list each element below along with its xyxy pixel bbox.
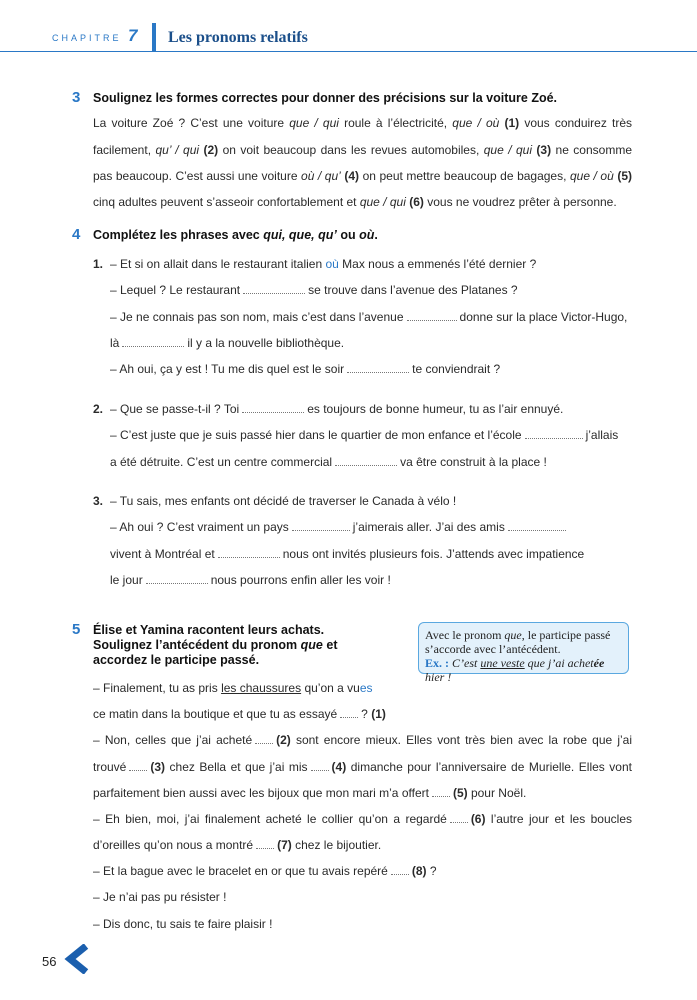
- answer-blank[interactable]: [311, 761, 329, 771]
- ex4-3-line-1: – Tu sais, mes enfants ont décidé de traverser le Canada à vélo !: [110, 494, 457, 508]
- answer-blank[interactable]: [508, 521, 566, 531]
- ex4-1-line-5: – Ah oui, ça y est ! Tu me dis quel est le soir te conviendrait ?: [110, 362, 501, 376]
- answer-blank[interactable]: [525, 429, 583, 439]
- ex4-1-line-2: – Lequel ? Le restaurant se trouve dans l’avenue des Platanes ?: [110, 283, 518, 297]
- ex4-2-line-2: – C’est juste que je suis passé hier dans le quartier de mon enfance et l’école j’allais: [110, 428, 619, 442]
- ex5-line-3: – Non, celles que j’ai acheté (2) sont encore mieux. Elles vont très bien avec la robe que j’ai: [93, 733, 633, 747]
- ex3-line-2: facilement, qu’ / qui (2) on voit beaucoup dans les revues automobiles, que / qui (3) ne consomme: [93, 143, 632, 157]
- answer-blank[interactable]: [340, 708, 358, 718]
- ex4-3-line-2: – Ah oui ? C’est vraiment un pays j’aimerais aller. J’ai des amis: [110, 520, 569, 534]
- answer-blank[interactable]: [146, 574, 208, 584]
- ex5-line-7: d’oreilles qu’on nous a montré (7) chez le bijoutier.: [93, 838, 382, 852]
- answer-blank[interactable]: [255, 734, 273, 744]
- answer-blank[interactable]: [242, 403, 304, 413]
- chevron-left-icon: [64, 944, 90, 979]
- ex4-1-line-4: là il y a la nouvelle bibliothèque.: [110, 336, 345, 350]
- ex4-item-3-number: 3.: [93, 494, 104, 508]
- ex4-2-line-3: a été détruite. C’est un centre commercial va être construit à la place !: [110, 455, 547, 469]
- ex5-line-10: – Dis donc, tu sais te faire plaisir !: [93, 917, 273, 931]
- header-rule: [0, 51, 697, 52]
- ex3-line-1: La voiture Zoé ? C’est une voiture que / qui roule à l’électricité, que / où (1) vous conduirez très: [93, 116, 633, 130]
- answer-blank[interactable]: [129, 761, 147, 771]
- answer-blank[interactable]: [218, 548, 280, 558]
- answer-blank[interactable]: [407, 311, 457, 321]
- answer-blank[interactable]: [292, 521, 350, 531]
- ex4-3-line-3: vivent à Montréal et nous ont invités plusieurs fois. J’attends avec impatience: [110, 547, 585, 561]
- answer-blank[interactable]: [122, 337, 184, 347]
- chapter-number: 7: [128, 26, 138, 45]
- answer-blank[interactable]: [432, 787, 450, 797]
- exercise-5-instruction: Élise et Yamina racontent leurs achats. Soulignez l’antécédent du pronom que et accordez le participe passé.: [93, 623, 338, 667]
- ex5-line-9: – Je n’ai pas pu résister !: [93, 890, 227, 904]
- page-number: 56: [42, 954, 57, 969]
- exercise-4-number: 4: [72, 226, 81, 243]
- ex3-line-3: pas beaucoup. C’est aussi une voiture où / qu’ (4) on peut mettre beaucoup de bagages, que / où (5): [93, 169, 632, 183]
- ex5-line-5: parfaitement bien aussi avec les bijoux que mon mari m’a offert (5) pour Noël.: [93, 786, 527, 800]
- ex5-line-2: ce matin dans la boutique et que tu as essayé ? (1): [93, 707, 386, 721]
- ex4-1-line-1: – Et si on allait dans le restaurant italien où Max nous a emmenés l’été dernier ?: [110, 257, 537, 271]
- chapter-label: CHAPITRE: [52, 33, 122, 43]
- ex3-line-4: cinq adultes peuvent s’asseoir confortablement et que / qui (6) vous ne voudrez prêter à personne.: [93, 195, 617, 209]
- ex4-item-1-number: 1.: [93, 257, 104, 271]
- ex5-line-4: trouvé (3) chez Bella et que j’ai mis (4) dimanche pour l’anniversaire de Murielle. Elles vont: [93, 760, 632, 774]
- ex5-line-8: – Et la bague avec le bracelet en or que tu avais repéré (8) ?: [93, 864, 437, 878]
- exercise-3-instruction: Soulignez les formes correctes pour donner des précisions sur la voiture Zoé.: [93, 91, 558, 105]
- ex4-1-line-3: – Je ne connais pas son nom, mais c’est dans l’avenue donne sur la place Victor-Hugo,: [110, 310, 628, 324]
- exercise-5-number: 5: [72, 621, 81, 638]
- ex4-item-2-number: 2.: [93, 402, 104, 416]
- grammar-tip-box: Avec le pronom que, le participe passé s’accorde avec l’antécédent. Ex. : C’est une veste que j’ai achetée hier !: [418, 622, 629, 674]
- answer-blank[interactable]: [391, 865, 409, 875]
- ex5-line-1: – Finalement, tu as pris les chaussures qu’on a vues: [93, 681, 373, 695]
- ex5-line-6: – Eh bien, moi, j’ai finalement acheté le collier qu’on a regardé (6) l’autre jour et les boucles: [93, 812, 632, 826]
- header-divider: [152, 23, 156, 51]
- answer-blank[interactable]: [335, 456, 397, 466]
- ex4-2-line-1: – Que se passe-t-il ? Toi es toujours de bonne humeur, tu as l’air ennuyé.: [110, 402, 564, 416]
- answer-blank[interactable]: [347, 363, 409, 373]
- exercise-4-instruction: Complétez les phrases avec qui, que, qu’ ou où.: [93, 228, 378, 242]
- answer-blank[interactable]: [256, 839, 274, 849]
- exercise-3-number: 3: [72, 89, 81, 106]
- answer-blank[interactable]: [450, 813, 468, 823]
- page-title: Les pronoms relatifs: [168, 29, 308, 46]
- ex4-3-line-4: le jour nous pourrons enfin aller les voir !: [110, 573, 391, 587]
- answer-blank[interactable]: [243, 284, 305, 294]
